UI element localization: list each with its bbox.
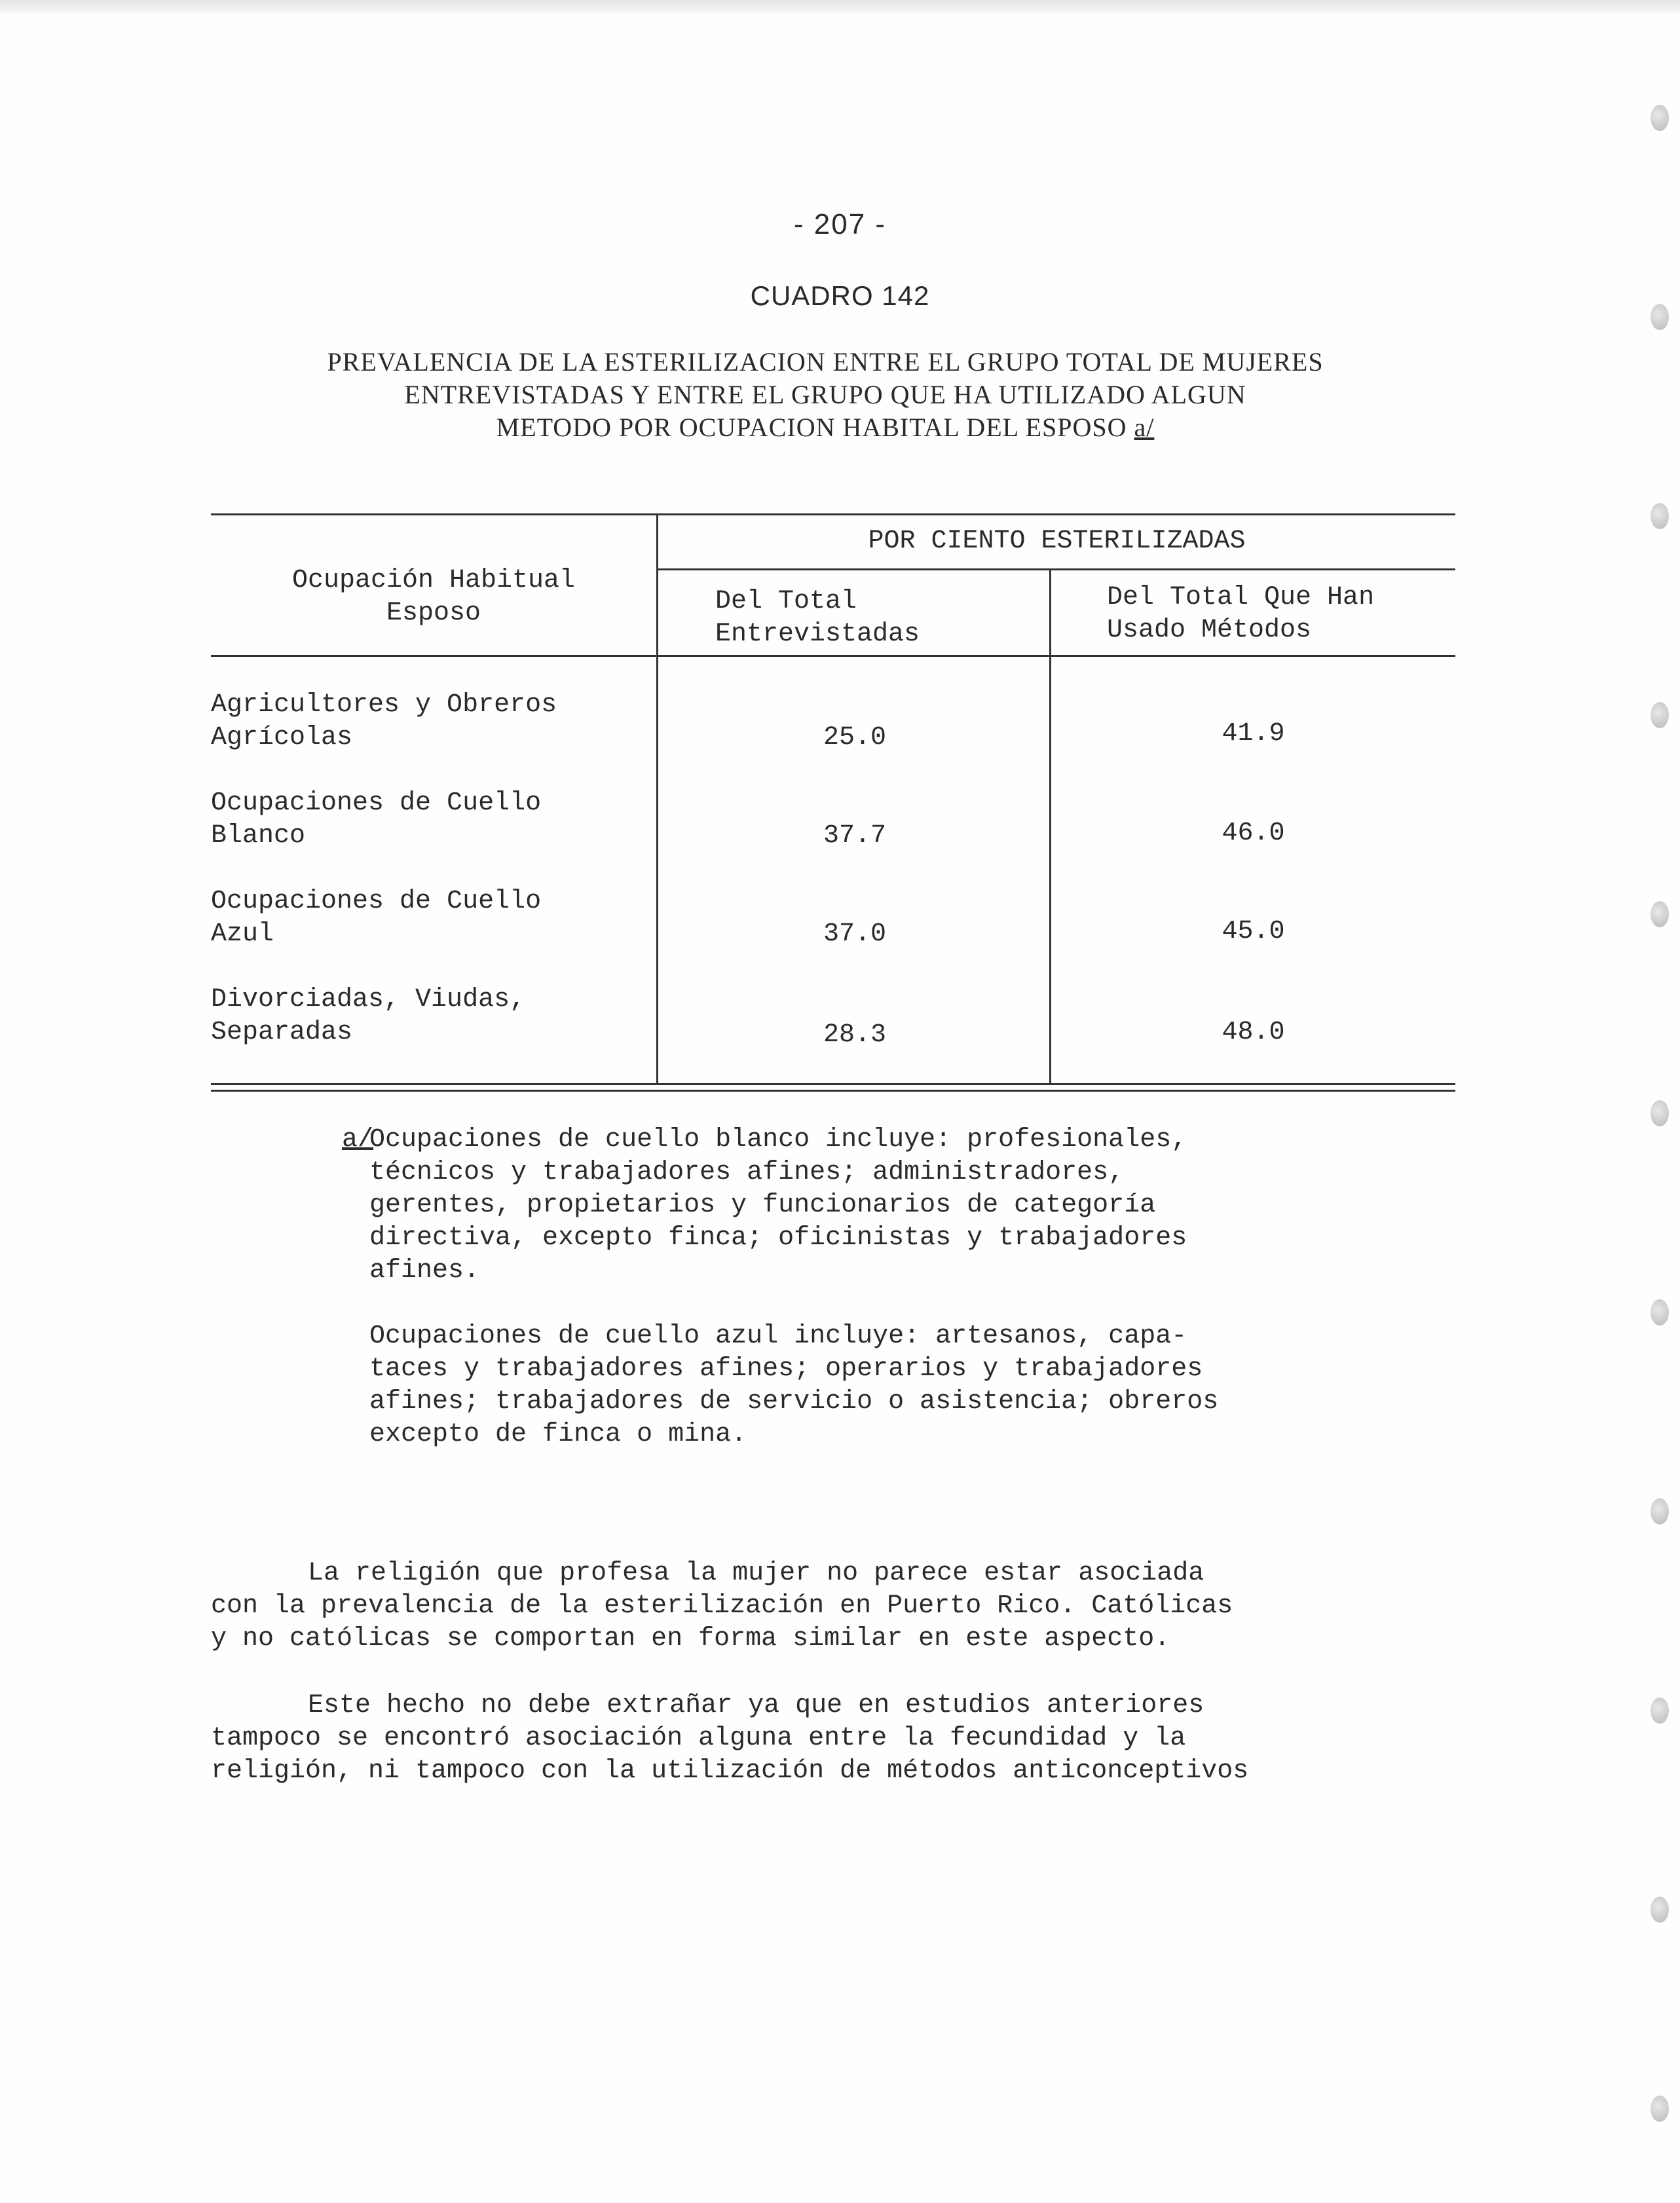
- row-label-line-1: Ocupaciones de Cuello: [211, 887, 542, 916]
- table-row-label: [211, 984, 656, 1049]
- binder-hole: [1651, 702, 1669, 728]
- binder-hole: [1651, 901, 1669, 927]
- row-label-line-1: Ocupaciones de Cuello: [211, 788, 542, 818]
- footnote-line: directiva, excepto finca; oficinistas y trabajadores: [369, 1223, 1187, 1253]
- paragraph-estudios: [211, 1690, 1442, 1788]
- binder-hole: [1651, 1498, 1669, 1525]
- footnote-cuello-blanco: [342, 1124, 1454, 1287]
- table-bottom-rule-2: [211, 1090, 1455, 1092]
- header-bottom-rule: [211, 655, 1455, 657]
- paragraph-line: La religión que profesa la mujer no parece estar asociada: [308, 1559, 1204, 1588]
- binder-hole: [1651, 1697, 1669, 1724]
- row-label-line-2: Agrícolas: [211, 723, 353, 752]
- header-col1-line-1: Del Total: [715, 587, 857, 616]
- table-row-label: [211, 885, 656, 951]
- table-title: [203, 346, 1447, 444]
- header-col1-line-2: Entrevistadas: [715, 620, 920, 649]
- header-ocupacion: [211, 565, 656, 630]
- table-title-line-3-text: METODO POR OCUPACION HABITAL DEL ESPOSO: [496, 413, 1134, 442]
- table-label: CUADRO 142: [750, 280, 930, 311]
- header-del-total-usado-metodos: [1107, 582, 1454, 647]
- table-cell-total: 25.0: [823, 723, 886, 752]
- table-title-line-1: PREVALENCIA DE LA ESTERILIZACION ENTRE EL GRUPO TOTAL DE MUJERES: [327, 347, 1324, 377]
- binder-hole: [1651, 304, 1669, 330]
- header-ocupacion-line-1: Ocupación Habitual: [291, 566, 576, 595]
- paragraph-line: con la prevalencia de la esterilización en Puerto Rico. Católicas: [211, 1591, 1233, 1621]
- table-title-line-2: ENTREVISTADAS Y ENTRE EL GRUPO QUE HA UTILIZADO ALGUN: [404, 380, 1246, 409]
- binder-hole: [1651, 1897, 1669, 1923]
- paragraph-line: Este hecho no debe extrañar ya que en estudios anteriores: [308, 1691, 1204, 1720]
- binder-hole: [1651, 1100, 1669, 1126]
- page-number: - 207 -: [793, 208, 887, 240]
- header-group-por-ciento: POR CIENTO ESTERILIZADAS: [868, 527, 1246, 556]
- header-del-total-entrevistadas: [715, 585, 1043, 651]
- table-row-label: [211, 787, 656, 853]
- table-footnotes: [314, 1124, 1454, 1484]
- table-cell-metodos: 46.0: [1222, 819, 1285, 848]
- binder-hole: [1651, 503, 1669, 529]
- paragraph-line: religión, ni tampoco con la utilización de métodos anticonceptivos: [211, 1756, 1249, 1786]
- footnote-line: técnicos y trabajadores afines; administradores,: [369, 1158, 1125, 1187]
- row-label-line-2: Blanco: [211, 821, 306, 851]
- table-row-label: [211, 689, 656, 754]
- paragraph-religion: [211, 1557, 1442, 1656]
- footnote-line: afines; trabajadores de servicio o asistencia; obreros: [369, 1387, 1219, 1416]
- row-label-line-2: Separadas: [211, 1018, 353, 1047]
- footnote-line: gerentes, propietarios y funcionarios de categoría: [369, 1191, 1156, 1220]
- footnote-line: Ocupaciones de cuello blanco incluye: profesionales,: [369, 1125, 1187, 1155]
- row-label-line-1: Agricultores y Obreros: [211, 690, 557, 720]
- binder-hole: [1651, 1299, 1669, 1325]
- table-cell-metodos: 41.9: [1222, 719, 1285, 749]
- table-cell-total: 37.7: [823, 821, 886, 851]
- footnote-line: excepto de finca o mina.: [369, 1420, 747, 1449]
- paragraph-line: y no católicas se comportan en forma similar en este aspecto.: [211, 1624, 1170, 1654]
- header-ocupacion-line-2: Esposo: [386, 599, 481, 628]
- paragraph-line: tampoco se encontró asociación alguna entre la fecundidad y la: [211, 1724, 1186, 1753]
- title-footnote-marker: a/: [1134, 413, 1155, 442]
- table-bottom-rule-1: [211, 1083, 1455, 1085]
- table-cell-metodos: 48.0: [1222, 1018, 1285, 1047]
- page-top-edge: [0, 0, 1680, 14]
- row-label-line-1: Divorciadas, Viudas,: [211, 985, 526, 1014]
- binder-hole: [1651, 105, 1669, 131]
- table-cell-total: 37.0: [823, 919, 886, 949]
- data-table: [211, 513, 1455, 1096]
- footnote-line: Ocupaciones de cuello azul incluye: artesanos, capa-: [369, 1322, 1187, 1351]
- table-title-line-3: [203, 411, 1447, 444]
- table-cell-total: 28.3: [823, 1020, 886, 1050]
- footnote-line: taces y trabajadores afines; operarios y trabajadores: [369, 1354, 1203, 1384]
- footnote-marker: a/: [342, 1125, 374, 1155]
- footnote-line: afines.: [369, 1256, 480, 1286]
- row-label-line-2: Azul: [211, 919, 274, 949]
- binder-hole: [1651, 2096, 1669, 2122]
- table-divider-left: [656, 513, 658, 1083]
- table-top-rule: [211, 513, 1455, 515]
- group-header-rule: [658, 568, 1455, 570]
- footnote-cuello-azul: [369, 1320, 1454, 1451]
- header-col2-line-1: Del Total Que Han: [1107, 583, 1375, 612]
- table-cell-metodos: 45.0: [1222, 917, 1285, 946]
- header-col2-line-2: Usado Métodos: [1107, 616, 1312, 645]
